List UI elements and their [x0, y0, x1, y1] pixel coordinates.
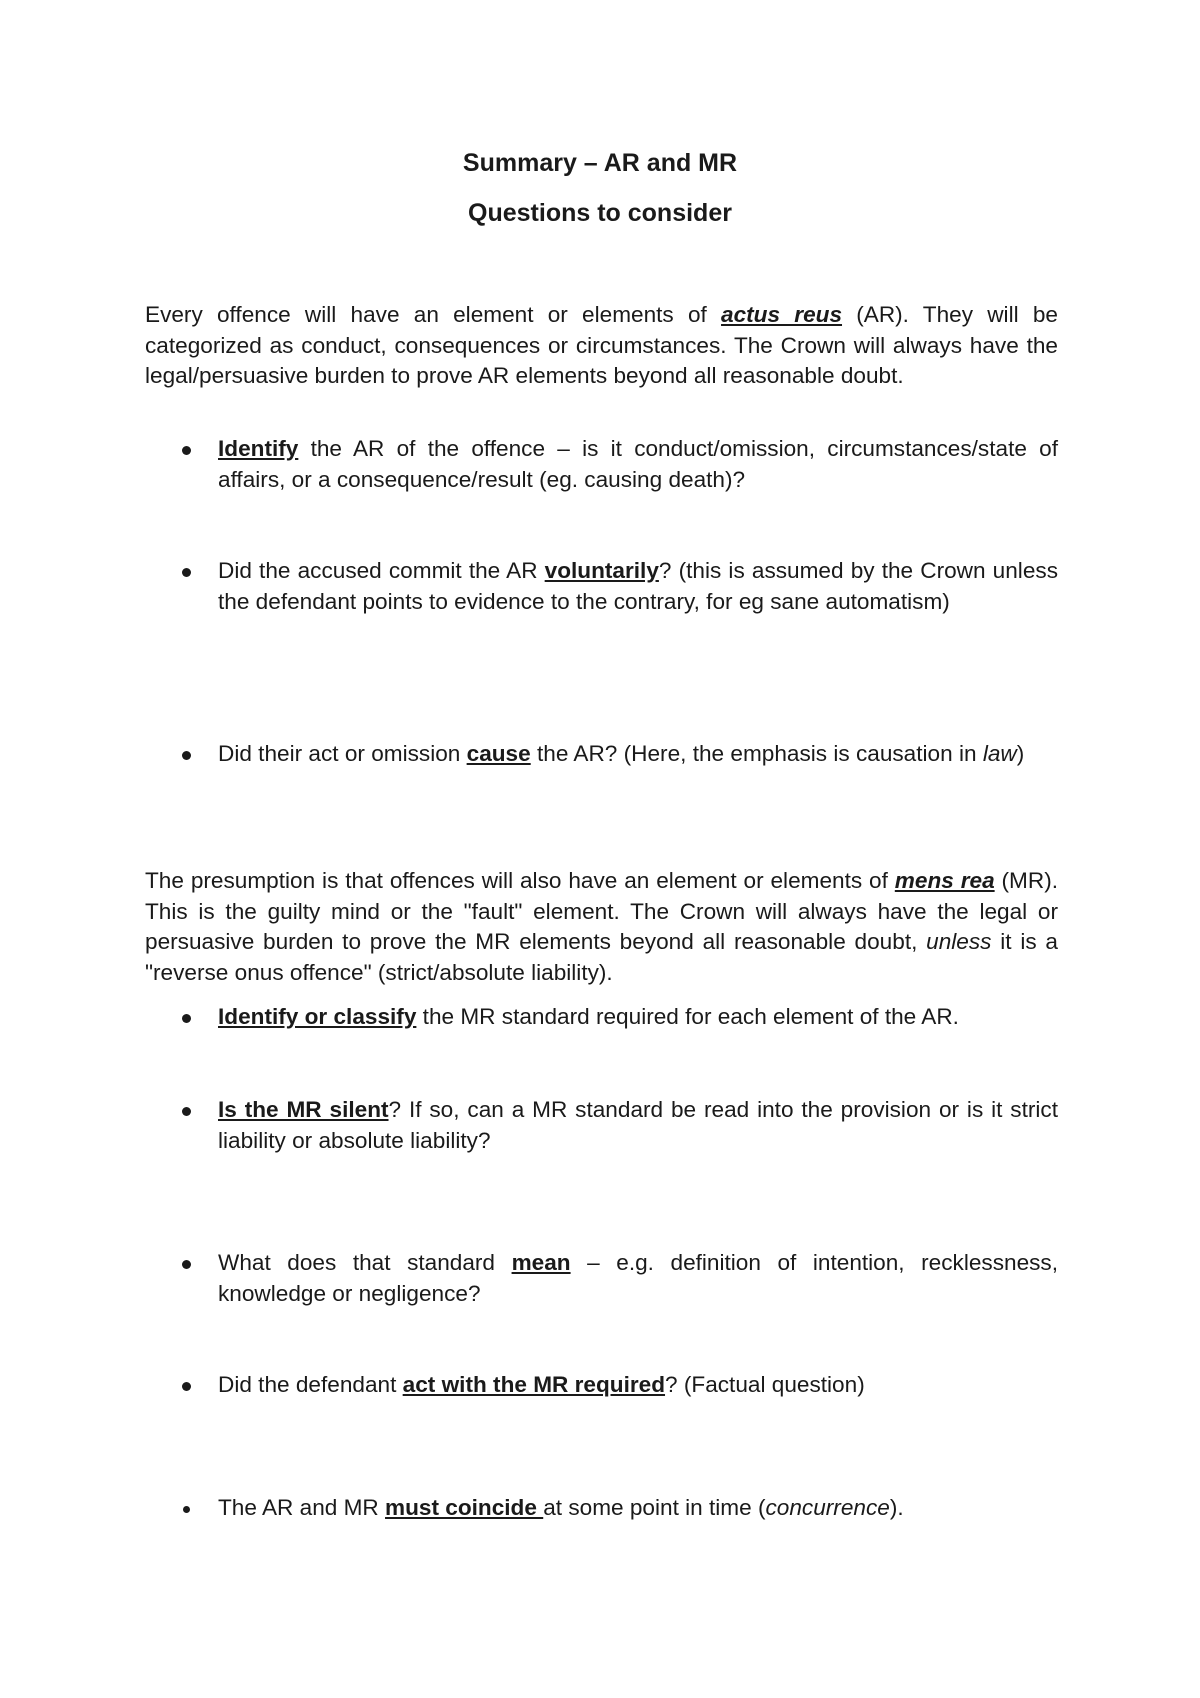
mr-question-silent	[145, 1095, 1058, 1156]
document-title: Summary – AR and MR	[462, 149, 738, 177]
list-item-lead: Did their act or omission	[218, 741, 467, 766]
italic-concurrence: concurrence	[765, 1495, 890, 1520]
ar-question-cause	[145, 739, 1058, 770]
list-item-body: ? (this is assumed by the Crown unless the defendant points to evidence to the contrary, for eg sane automatism)	[218, 558, 1058, 614]
actus-reus-paragraph	[145, 300, 1058, 392]
list-item-text	[218, 1493, 1058, 1524]
bullet-icon	[183, 1506, 190, 1513]
list-item-text	[218, 1248, 1058, 1309]
document-subtitle: Questions to consider	[468, 199, 732, 227]
ar-question-identify	[145, 434, 1058, 495]
keyword-identify-classify: Identify or classify	[218, 1004, 417, 1029]
para1-text-2: (AR). They will be categorized as conduct, consequences or circumstances. The Crown will always have the legal/persuasive burden to prove AR elements beyond all reasonable doubt.	[145, 302, 1058, 388]
list-item-body: the MR standard required for each element of the AR.	[416, 1004, 959, 1029]
bullet-icon	[182, 751, 191, 760]
list-item-body: ? If so, can a MR standard be read into the provision or is it strict liability or absolute liability?	[218, 1097, 1058, 1153]
list-item-lead: Did the accused commit the AR	[218, 558, 545, 583]
actus-reus-term: actus reus	[721, 302, 843, 327]
mr-question-identify	[145, 1002, 1058, 1033]
list-item-body: – e.g. definition of intention, recklessness, knowledge or negligence?	[218, 1250, 1059, 1306]
mens-rea-paragraph	[145, 866, 1058, 988]
list-item-body: the AR? (Here, the emphasis is causation in	[530, 741, 983, 766]
para2-text-1: The presumption is that offences will also have an element or elements of	[145, 868, 895, 893]
mr-question-coincide	[145, 1493, 1058, 1524]
keyword-must-coincide: must coincide	[385, 1495, 544, 1520]
keyword-identify: Identify	[218, 436, 299, 461]
keyword-act-with-mr: act with the MR required	[402, 1372, 666, 1397]
bullet-icon	[182, 1014, 191, 1023]
list-item-text	[218, 1095, 1058, 1156]
keyword-mr-silent: Is the MR silent	[218, 1097, 389, 1122]
para2-text-2: (MR). This is the guilty mind or the "fault" element. The Crown will always have the legal or persuasive burden to prove the MR elements beyond all reasonable doubt,	[145, 868, 1058, 954]
list-item-lead: Did the defendant	[218, 1372, 403, 1397]
keyword-voluntarily: voluntarily	[544, 558, 659, 583]
list-item-body: the AR of the offence – is it conduct/omission, circumstances/state of affairs, or a consequence/result (eg. causing death)?	[218, 436, 1058, 492]
list-item-lead: What does that standard	[218, 1250, 512, 1275]
keyword-cause: cause	[466, 741, 531, 766]
list-item-tail: ).	[889, 1495, 904, 1520]
list-item-body: at some point in time (	[543, 1495, 766, 1520]
bullet-icon	[182, 1382, 191, 1391]
list-item-tail: )	[1016, 741, 1025, 766]
mr-question-act-with-mr	[145, 1370, 1058, 1401]
mr-question-mean	[145, 1248, 1058, 1309]
mens-rea-term: mens rea	[894, 868, 995, 893]
bullet-icon	[182, 568, 191, 577]
list-item-lead: The AR and MR	[218, 1495, 386, 1520]
para1-text-1: Every offence will have an element or elements of	[145, 302, 722, 327]
list-item-text	[218, 1370, 1058, 1401]
ar-question-voluntarily	[145, 556, 1058, 617]
para2-text-3: it is a "reverse onus offence" (strict/absolute liability).	[145, 929, 1058, 985]
list-item-body: ? (Factual question)	[665, 1372, 865, 1397]
keyword-mean: mean	[511, 1250, 571, 1275]
bullet-icon	[182, 446, 191, 455]
italic-law: law	[982, 741, 1017, 766]
list-item-text	[218, 434, 1058, 495]
italic-unless: unless	[926, 929, 992, 954]
bullet-icon	[182, 1260, 191, 1269]
list-item-text	[218, 556, 1058, 617]
list-item-text	[218, 739, 1058, 770]
list-item-text	[218, 1002, 1058, 1033]
bullet-icon	[182, 1107, 191, 1116]
